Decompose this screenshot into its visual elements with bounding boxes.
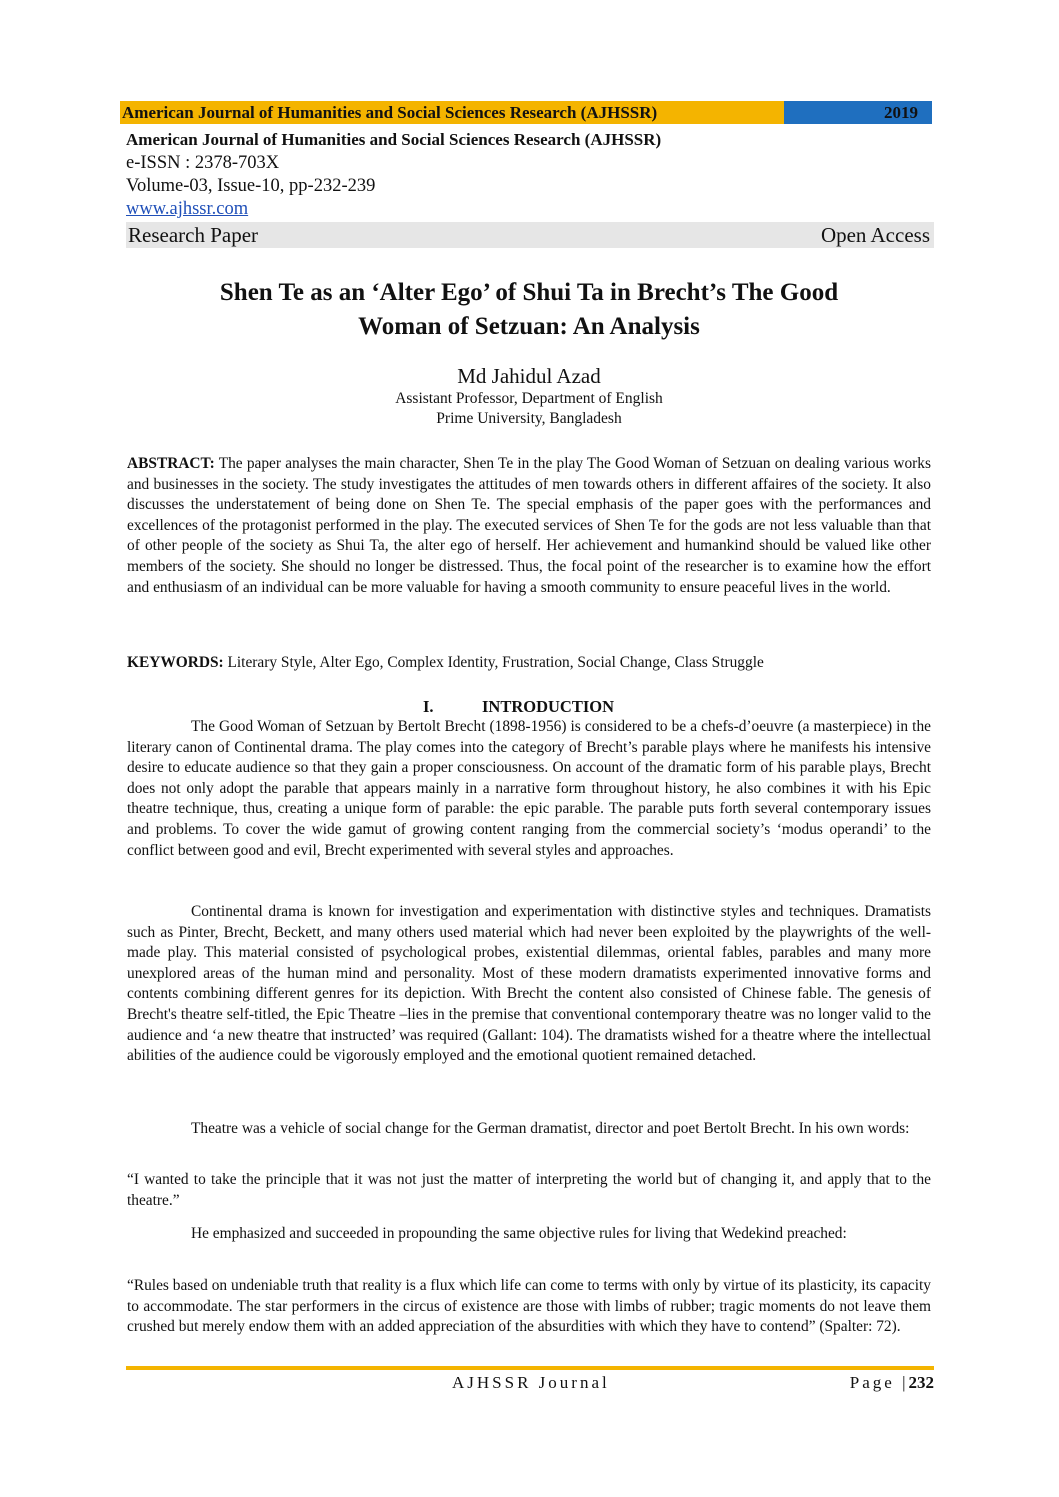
paragraph-4: He emphasized and succeeded in propounding the same objective rules for living that Wedekind preached: <box>191 1225 847 1242</box>
journal-issn: e-ISSN : 2378-703X <box>126 153 280 173</box>
footer-page-label: Page | <box>849 1373 909 1392</box>
paper-type: Research Paper <box>128 222 259 247</box>
footer-page <box>850 1373 934 1393</box>
paper-type-bar <box>126 222 934 248</box>
running-header-journal: American Journal of Humanities and Social Sciences Research (AJHSSR) <box>120 101 784 124</box>
footer-journal: AJHSSR Journal <box>452 1373 610 1392</box>
abstract-label: ABSTRACT: <box>127 455 215 472</box>
footer-rule <box>126 1366 934 1370</box>
author-name: Md Jahidul Azad <box>457 364 601 388</box>
journal-info <box>126 128 934 248</box>
paper-title-line-1: Shen Te as an ‘Alter Ego’ of Shui Ta in Brecht’s The Good <box>219 279 839 306</box>
footer-page-number: 232 <box>908 1373 934 1392</box>
section-title: INTRODUCTION <box>482 697 615 716</box>
paragraph-3: Theatre was a vehicle of social change for the German dramatist, director and poet Bertolt Brecht. In his own words: <box>191 1120 910 1137</box>
page-footer <box>126 1373 934 1395</box>
quote-2: “Rules based on undeniable truth that reality is a flux which life can come to terms with only by virtue of its plasticity, its capacity to accommodate. The star performers in the circus of existence are those with limbs of rubber; tragic moments do not leave them crushed but merely endow them with an added appreciation of the absurdities with which they have to contend” (Spalter: 72). <box>127 1277 931 1336</box>
keywords-label: KEYWORDS: <box>127 654 224 671</box>
quote-1: “I wanted to take the principle that it was not just the matter of interpreting the world but of changing it, and apply that to the theatre.” <box>127 1171 931 1209</box>
keywords <box>127 653 931 673</box>
section-number: I. <box>423 697 434 716</box>
author-institution: Prime University, Bangladesh <box>436 410 622 427</box>
keywords-text: Literary Style, Alter Ego, Complex Identity, Frustration, Social Change, Class Struggle <box>223 654 764 671</box>
paragraph-1: The Good Woman of Setzuan by Bertolt Brecht (1898-1956) is considered to be a chefs-d’oeuvre (a masterpiece) in the literary canon of Continental drama. The play comes into the category of Brecht’s parable plays where he manifests his intensive desire to educate audience so that they gain a proper consciousness. On account of the dramatic form of his parable plays, Brecht does not only adopt the parable that appears mainly in a narrative form throughout history, he also combines it with his Epic theatre technique, thus, creating a unique form of parable: the epic parable. The parable puts forth several contemporary issues and problems. To cover the wide gamut of growing content ranging from the commercial society’s ‘modus operandi’ to the conflict between good and evil, Brecht experimented with several styles and approaches. <box>127 718 931 859</box>
author-position: Assistant Professor, Department of English <box>395 390 663 407</box>
journal-title: American Journal of Humanities and Social Sciences Research (AJHSSR) <box>126 130 662 149</box>
abstract <box>127 454 931 598</box>
paper-title-line-2: Woman of Setzuan: An Analysis <box>358 313 700 340</box>
journal-volume: Volume-03, Issue-10, pp-232-239 <box>126 176 376 196</box>
access-type: Open Access <box>820 222 930 247</box>
journal-website-link[interactable]: www.ajhssr.com <box>126 199 249 219</box>
paper-title <box>120 276 938 344</box>
author-block <box>120 363 938 429</box>
paragraph-2: Continental drama is known for investigation and experimentation with distinctive styles and techniques. Dramatists such as Pinter, Brecht, Beckett, and many others used material which had never been exploited by the playwrights of the well-made play. This material consisted of psychological probes, existential dilemmas, oriental fables, parables and many more unexplored areas of the human mind and personality. Most of these modern dramatists experimented innovative forms and contents combining different genres for its depiction. With Brecht the content also consisted of Chinese fable. The genesis of Brecht's theatre self-titled, the Epic Theatre –lies in the premise that conventional contemporary theatre was no longer valid to the audience and ‘a new theatre that instructed’ was required (Gallant: 104). The dramatists wished for a theatre where the intellectual abilities of the audience could be vigorously employed and the emotional quotient remained detached. <box>127 903 931 1065</box>
running-header <box>120 101 932 124</box>
running-header-year: 2019 <box>784 101 932 124</box>
abstract-text: The paper analyses the main character, Shen Te in the play The Good Woman of Setzuan on dealing various works and businesses in the society. The study investigates the attitudes of men towards others in different affaires of the society. It also discusses the understatement of being done on Shen Te. The special emphasis of the paper goes with the performances and excellences of the protagonist performed in the play. The executed services of Shen Te for the gods are not less valuable than that of other people of the society as Shui Ta, the alter ego of herself. Her achievement and humankind should be valued like other members of the society. She should no longer be distressed. Thus, the focal point of the researcher is to examine how the effort and enthusiasm of an individual can be more valuable for having a smooth community to ensure peaceful lives in the world. <box>127 455 931 596</box>
